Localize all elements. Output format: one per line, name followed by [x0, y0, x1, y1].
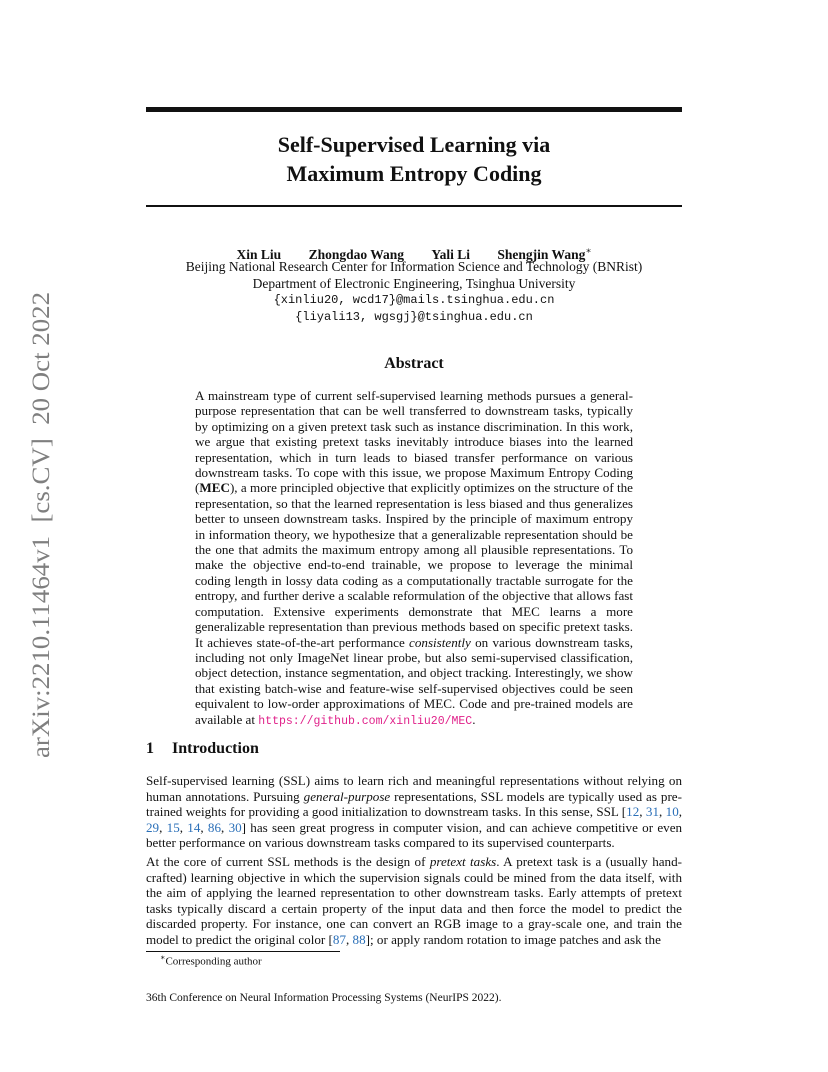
intro-paragraph-1: Self-supervised learning (SSL) aims to learn rich and meaningful representations without relying on human annotations. Pursuing general-purpose representations, SSL models are typically used as pre-trained weights for providing a good initialization to downstream tasks. In this sense, SSL [12, 31, 10, 29, 15, 14, 86, 30] has seen great progress in computer vision, and can achieve competitive or even better performance on various downstream tasks compared to its supervised counterparts.: [146, 773, 683, 850]
title-line-2: Maximum Entropy Coding: [286, 161, 542, 186]
citation-link[interactable]: 87: [332, 931, 346, 947]
email-line-2: {liyali13, wgsgj}@tsinghua.edu.cn: [295, 309, 533, 324]
section-heading-introduction: [146, 740, 259, 758]
section-number: 1: [146, 740, 154, 757]
citation-link[interactable]: 15: [166, 819, 180, 835]
footnote: [160, 953, 262, 968]
footnote-mark: ∗: [160, 953, 166, 962]
code-link[interactable]: https://github.com/xinliu20/MEC: [258, 714, 473, 728]
affiliation-line-2: Department of Electronic Engineering, Tsinghua University: [252, 275, 576, 291]
affiliation-block: [146, 259, 682, 325]
paper-title: [146, 130, 682, 188]
corresponding-mark: ∗: [585, 245, 592, 255]
conference-note: 36th Conference on Neural Information Processing Systems (NeurIPS 2022).: [146, 992, 502, 1004]
citation-link[interactable]: 10: [665, 804, 679, 819]
author-3: Yali Li: [431, 246, 471, 262]
abstract-heading: Abstract: [384, 355, 444, 372]
citation-link[interactable]: 30: [228, 819, 242, 835]
author-2: Zhongdao Wang: [308, 246, 405, 262]
citation-link[interactable]: 86: [207, 819, 222, 835]
citation-link[interactable]: 88: [352, 931, 366, 947]
citation-link[interactable]: 31: [645, 804, 659, 819]
affiliation-line-1: Beijing National Research Center for Information Science and Technology (BNRist): [185, 259, 643, 274]
arxiv-stamp: [12, 290, 60, 760]
citation-link[interactable]: 12: [626, 804, 640, 819]
footnote-rule: [146, 951, 340, 952]
author-4: Shengjin Wang∗: [497, 245, 592, 262]
footnote-text: Corresponding author: [165, 955, 262, 968]
abstract-body: A mainstream type of current self-supervised learning methods pursues a general-purpose representation that can be well transferred to downstream tasks, typically by optimizing on a given pretext task such as instance discrimination. In this work, we argue that existing pretext tasks inevitably introduce biases into the learned representation, which in turn leads to biased transfer performance on various downstream tasks. To cope with this issue, we propose Maximum Entropy Coding (MEC), a more principled objective that explicitly optimizes on the structure of the representation, so that the learned representation is less biased and thus generalizes better to unseen downstream tasks. Inspired by the principle of maximum entropy in information theory, we hypothesize that a generalizable representation should be the one that admits the maximum entropy among all plausible representations. To make the objective end-to-end trainable, we propose to leverage the minimal coding length in lossy data coding as a computationally tractable surrogate for the entropy, and further derive a scalable reformulation of the objective that allows fast computation. Extensive experiments demonstrate that MEC learns a more generalizable representation than previous methods based on specific pretext tasks. It achieves state-of-the-art performance consistently on various downstream tasks, including not only ImageNet linear probe, but also semi-supervised classification, object detection, instance segmentation, and object tracking. Interestingly, we show that existing batch-wise and feature-wise self-supervised objectives could be seen equivalent to low-order approximations of MEC. Code and pre-trained models are available at https://github.com/xinliu20/MEC.: [195, 388, 633, 728]
title-rule-bottom: [146, 205, 682, 207]
citation-link[interactable]: 29: [146, 819, 160, 835]
title-line-1: Self-Supervised Learning via: [277, 132, 551, 157]
intro-paragraph-2: At the core of current SSL methods is the design of pretext tasks. A pretext task is a (usually hand-crafted) learning objective in which the supervision signals could be mined from the data itself, with the aim of applying the learned representation to other downstream tasks. Early attempts of pretext tasks typically discard a certain property of the input data and then force the model to predict the discarded property. For instance, one can convert an RGB image to a gray-scale one, and train the model to predict the original color [87, 88]; or apply random rotation to image patches and ask the: [146, 854, 683, 947]
title-rule-top: [146, 107, 682, 112]
section-title: Introduction: [172, 740, 259, 757]
email-line-1: {xinliu20, wcd17}@mails.tsinghua.edu.cn: [273, 293, 555, 307]
author-1: Xin Liu: [236, 246, 282, 262]
citation-link[interactable]: 14: [187, 819, 201, 835]
mec-acronym: MEC: [199, 480, 230, 496]
arxiv-stamp-text: arXiv:2210.11464v1 [cs.CV] 20 Oct 2022: [26, 315, 55, 758]
